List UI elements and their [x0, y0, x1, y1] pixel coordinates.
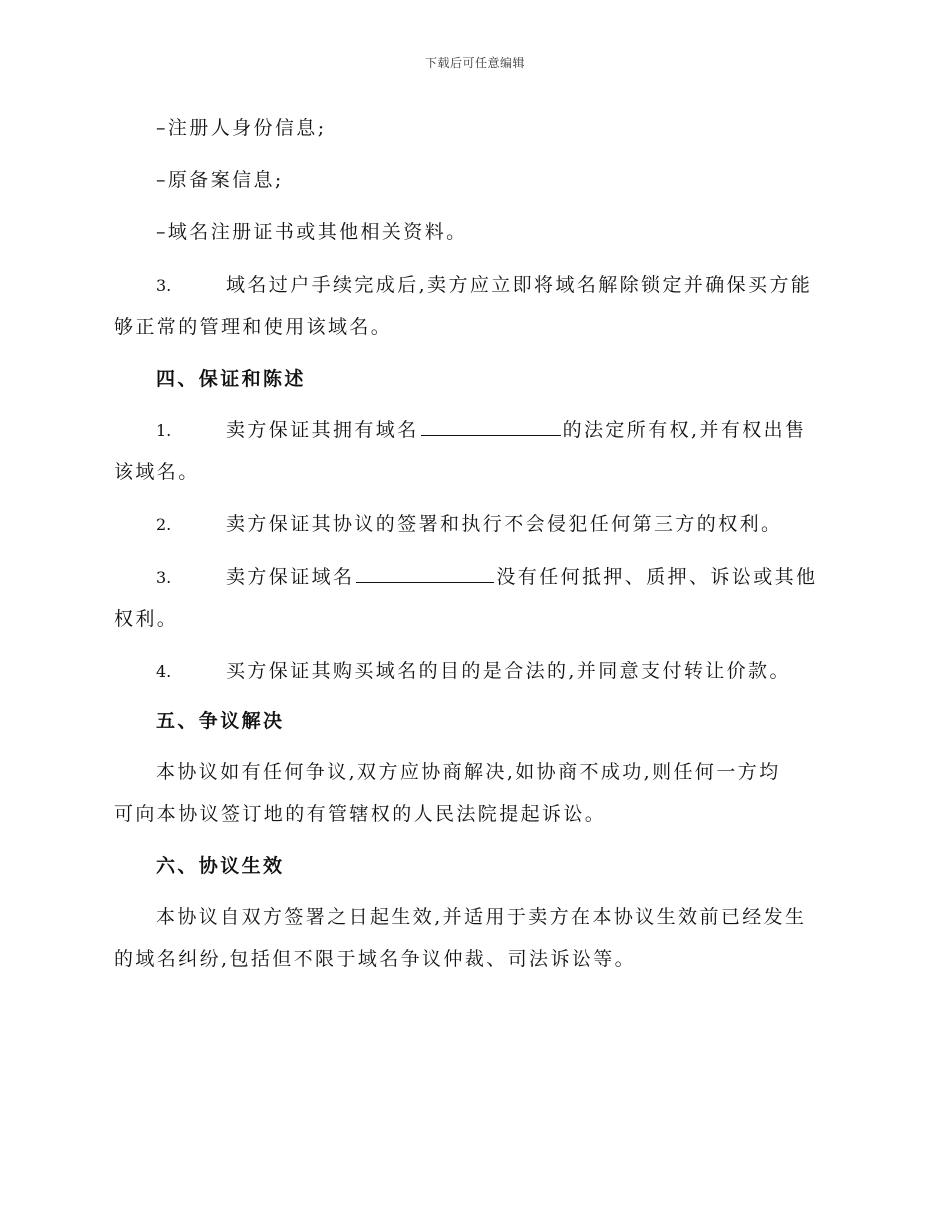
page-header: 下载后可任意编辑 [424, 56, 525, 70]
section-5-paragraph-line-2: 可向本协议签订地的有管辖权的人民法院提起诉讼。 [114, 803, 607, 825]
warranty-item-3 [114, 556, 834, 599]
clause-number: 3. [156, 276, 172, 295]
clause-text: 卖方保证其协议的签署和执行不会侵犯任何第三方的权利。 [226, 513, 783, 535]
list-item-original-filing-info: –原备案信息; [156, 169, 284, 191]
document-body [114, 108, 834, 991]
list-item-registrant-info: –注册人身份信息; [156, 117, 327, 139]
clause-text: 域名过户手续完成后,卖方应立即将域名解除锁定并确保买方能 [226, 274, 813, 296]
warranty-item-1 [114, 409, 834, 452]
clause-number: 4. [156, 662, 172, 681]
list-item-domain-certificate: –域名注册证书或其他相关资料。 [156, 221, 468, 243]
clause-text-after-blank: 没有任何抵押、质押、诉讼或其他 [496, 566, 818, 588]
clause-text-before-blank: 卖方保证其拥有域名 [226, 419, 419, 441]
section-5-paragraph-line-1: 本协议如有任何争议,双方应协商解决,如协商不成功,则任何一方均 [156, 761, 781, 783]
clause-text: 买方保证其购买域名的目的是合法的,并同意支付转让价款。 [226, 660, 791, 682]
section-5-heading: 五、争议解决 [156, 710, 285, 732]
section-6-paragraph-line-2: 的域名纠纷,包括但不限于域名争议仲裁、司法诉讼等。 [114, 948, 637, 970]
section-4-heading: 四、保证和陈述 [156, 368, 306, 390]
section-6-paragraph-line-1: 本协议自双方签署之日起生效,并适用于卖方在本协议生效前已经发生 [156, 906, 807, 928]
section-6-heading: 六、协议生效 [156, 855, 285, 877]
domain-name-blank [421, 417, 561, 436]
clause-number: 1. [156, 421, 172, 440]
warranty-item-1-continuation: 该域名。 [114, 461, 200, 483]
warranty-item-3-continuation: 权利。 [114, 608, 179, 630]
clause-number: 2. [156, 515, 172, 534]
clause-3-transfer [114, 264, 834, 307]
clause-text-before-blank: 卖方保证域名 [226, 566, 355, 588]
warranty-item-2 [114, 504, 834, 556]
domain-name-blank [356, 564, 494, 583]
warranty-item-4 [114, 651, 834, 701]
clause-text-after-blank: 的法定所有权,并有权出售 [562, 419, 807, 441]
clause-3-transfer-continuation: 够正常的管理和使用该域名。 [114, 316, 393, 338]
clause-number: 3. [156, 568, 172, 587]
